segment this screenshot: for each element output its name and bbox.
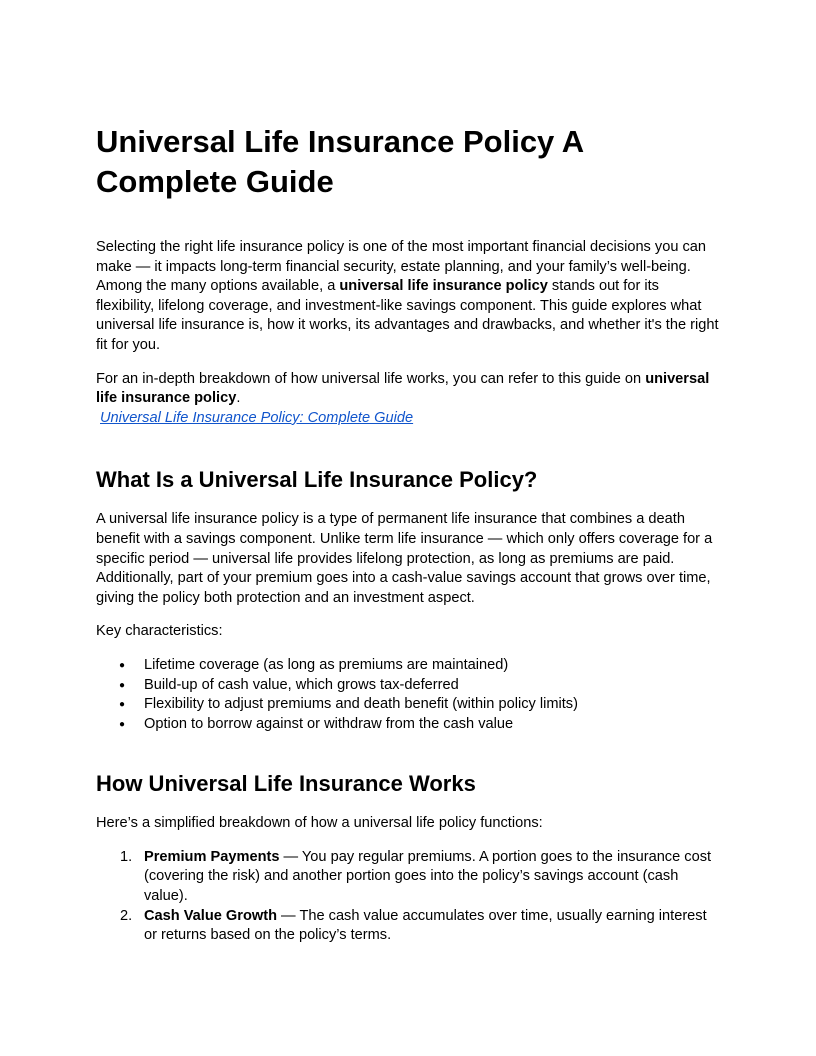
list-item [96,848,720,907]
list-number: 2. [120,907,133,924]
intro-text-2: stands out for its flexibility, lifelong coverage, and investment-like savings component. This guide explores what universal life insurance is, how it works, its advantages and drawbacks, and whether it's the right fit for you. [96,278,719,353]
section1-paragraph: A universal life insurance policy is a type of permanent life insurance that combines a death benefit with a savings component. Unlike term life insurance — which only offers coverage for a specific period — universal life provides lifelong protection, as long as premiums are paid. Additionally, part of your premium goes into a cash-value savings account that grows over time, giving the policy both protection and an investment aspect. [96,511,713,606]
list-desc: — You pay regular premiums. A portion goes to the insurance cost (covering the risk) and another portion goes into the policy’s savings account (cash value). [144,848,712,905]
list-number: 1. [120,848,133,865]
list-item: ● Option to borrow against or withdraw from the cash value [96,715,720,735]
reference-paragraph [96,370,720,429]
intro-text-1: Selecting the right life insurance policy is one of the most important financial decisions you can make — it impacts long-term financial security, estate planning, and your family’s well-being. Among the many options available, a [96,239,707,295]
list-item: ● Flexibility to adjust premiums and death benefit (within policy limits) [96,695,720,715]
key-characteristics-list [96,656,720,734]
list-term: Premium Payments [144,848,280,865]
section-heading-what-is: What Is a Universal Life Insurance Policy? [96,467,538,493]
page-title: Universal Life Insurance Policy A Complete Guide [96,124,583,199]
how-it-works-list [96,848,720,946]
list-item [96,907,720,946]
reference-text-2: . [236,390,241,407]
list-desc: — The cash value accumulates over time, usually earning interest or returns based on the policy’s terms. [144,907,707,944]
list-item: ● Build-up of cash value, which grows tax-deferred [96,676,720,696]
key-characteristics-label: Key characteristics: [96,623,223,640]
list-term: Cash Value Growth [144,907,277,924]
section-heading-how-works: How Universal Life Insurance Works [96,771,476,797]
reference-bold-term: universal life insurance policy [96,370,710,407]
reference-text-1: For an in-depth breakdown of how universal life works, you can refer to this guide on [96,370,646,387]
list-item: ● Lifetime coverage (as long as premiums are maintained) [96,656,720,676]
guide-link[interactable]: Universal Life Insurance Policy: Complete Guide [100,409,414,426]
section2-intro: Here’s a simplified breakdown of how a universal life policy functions: [96,815,543,832]
spacer [96,734,720,770]
spacer [96,428,720,466]
document-page [96,122,720,946]
intro-bold-term: universal life insurance policy [339,278,548,295]
intro-paragraph [96,238,720,356]
